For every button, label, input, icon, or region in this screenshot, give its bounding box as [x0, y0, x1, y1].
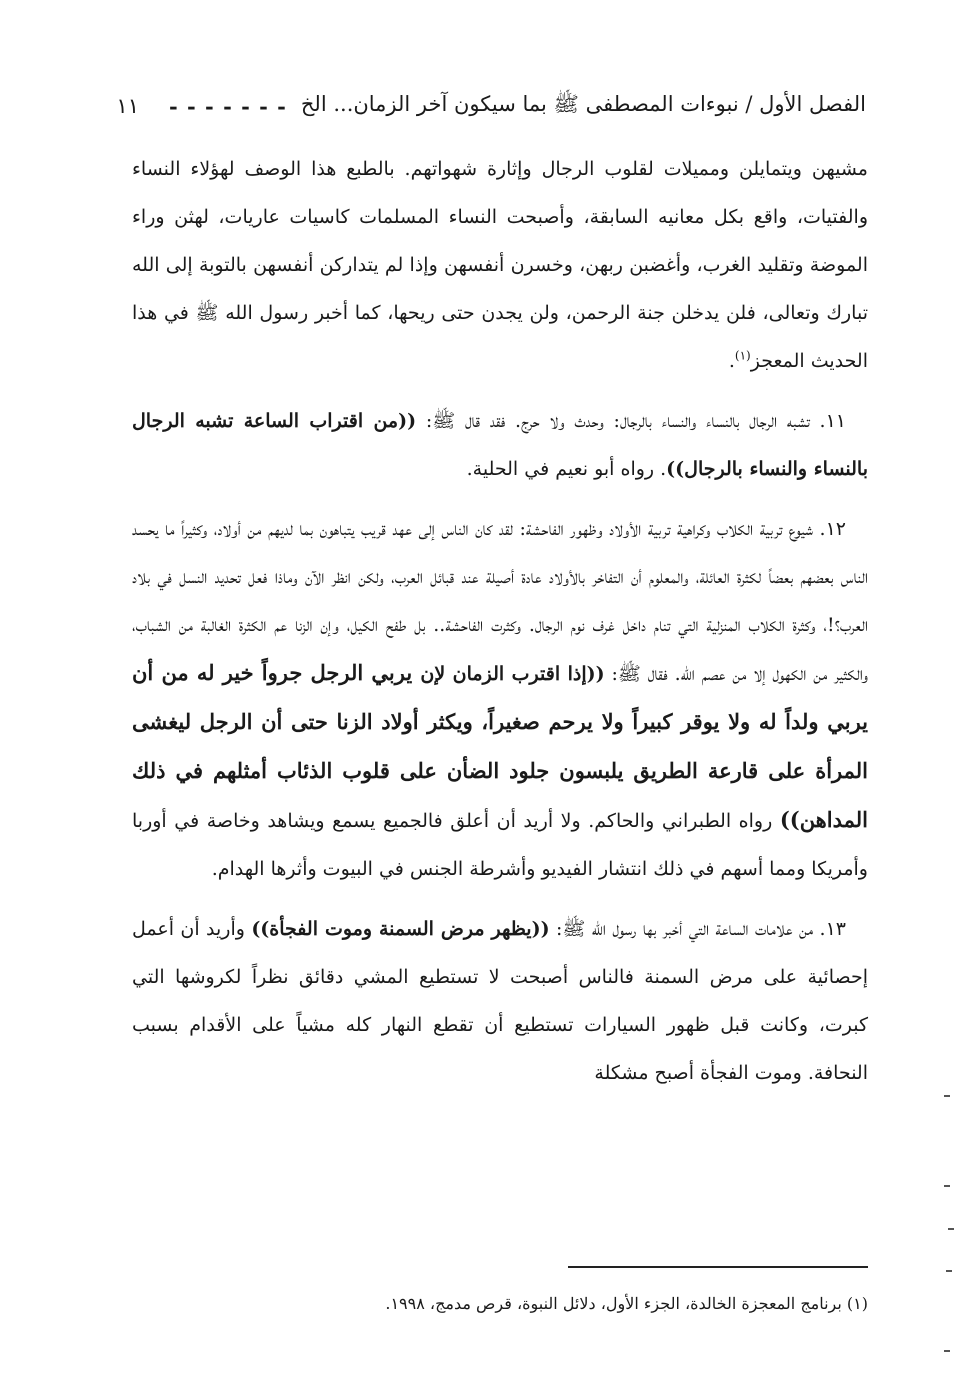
scan-margin-mark	[944, 1095, 950, 1097]
header-dashes: - - - - - - -	[168, 93, 287, 119]
scan-margin-mark	[946, 1270, 952, 1272]
paragraph-lead: ١٣. من علامات الساعة التي أخبر بها رسول الله ﷺ:	[549, 918, 846, 940]
chapter-title: الفصل الأول / نبوءات المصطفى ﷺ بما سيكون آخر الزمان... الخ	[300, 91, 866, 116]
paragraph-continuation	[132, 145, 868, 385]
paragraph-item-12	[132, 505, 868, 893]
hadith-quote: يربي الرجل جرواً خير له من أن يربي ولداً له ولا يوقر كبيراً ولا يرحم صغيراً، ويكثر أولاد الزنا حتى أن الرجل ليغشى المرأة على قارعة الطريق يلبسون جلود الضأن على قلوب الذئاب أمثلهم في ذلك المداهن))	[132, 660, 868, 832]
paragraph-lead: ١٢. شيوع تربية الكلاب وكراهية تربية الأولاد وظهور الفاحشة: لقد كان الناس إلى عهد قريب يتباهون بما لديهم من أولاد، وكثيراً ما يحسد الناس بعضهم بعضاً لكثرة العائلة، والمعلوم أن التفاخر بالأولاد عادة أصيلة عند قبائل العرب، ولكن انظر الآن وماذا فعل تحديد النسل في بلاد العرب؟!، وكثرة الكلاب المنزلية التي تنام داخل غرف نوم الرجال. وكثرت الفاحشة.. بل طفح الكيل، وإن الزنا عم الكثرة الغالبة من الشباب، والكثير من الكهول إلا من عصم الله. فقال ﷺ:	[132, 518, 869, 685]
hadith-quote-start: ((إذا اقترب الزمان لإن	[420, 663, 605, 685]
running-header	[116, 88, 866, 124]
paragraph-tail: وأريد أن أعمل إحصائية على مرض السمنة فالناس أصبحت لا تستطيع المشي دقائق نظراً لكروشها التي كبرت، وكانت قبل ظهور السيارات تستطيع أن تقطع النهار كله مشياً على الأقدام بسبب النحافة. وموت الفجأة أصبح مشكلة	[132, 918, 868, 1084]
paragraph-tail: رواه الطبراني والحاكم. ولا أريد أن أعلق فالجميع يسمع ويشاهد وخاصة في أوربا وأمريكا ومما أسهم في ذلك انتشار الفيديو وأشرطة الجنس في البيوت وأثرها الهدام.	[132, 810, 868, 880]
footnote-reference: (١)	[734, 348, 751, 363]
hadith-quote: ((يظهر مرض السمنة وموت الفجأة))	[251, 918, 550, 940]
scan-margin-mark	[948, 1228, 954, 1230]
paragraph-text: مشيهن ويتمايلن ومميلات لقلوب الرجال وإثارة شهواتهم. بالطبع هذا الوصف لهؤلاء النساء والفتيات، واقع بكل معانيه السابقة، وأصبحت النساء المسلمات كاسيات عاريات، لهثن وراء الموضة وتقليد الغرب، وأغضبن ربهن، وخسرن أنفسهن وإذا لم يتداركن أنفسهن بالتوبة إلى الله تبارك وتعالى، فلن يدخلن جنة الرحمن، ولن يجدن حتى ريحها، كما أخبر رسول الله ﷺ في هذا الحديث المعجز	[132, 158, 868, 372]
footnote	[132, 1290, 868, 1318]
paragraph-tail: . رواه أبو نعيم في الحلية.	[466, 458, 667, 480]
paragraph-item-13	[132, 905, 868, 1097]
body-text	[132, 145, 868, 1109]
hadith-quote: ((من اقتراب الساعة تشبه الرجال بالنساء والنساء بالرجال))	[132, 410, 868, 480]
paragraph-item-11	[132, 397, 868, 493]
page-number: ١١	[116, 94, 139, 118]
scan-margin-mark	[944, 1185, 950, 1187]
paragraph-lead: ١١. تشبه الرجال بالنساء والنساء بالرجال: وحدث ولا حرج. فقد قال ﷺ:	[416, 410, 846, 432]
scan-margin-mark	[944, 1350, 950, 1352]
footnote-divider	[568, 1266, 868, 1268]
footnote-text: (١) برنامج المعجزة الخالدة، الجزء الأول، دلائل النبوة، قرص مدمج، ١٩٩٨.	[385, 1294, 868, 1313]
paragraph-end: .	[728, 350, 735, 372]
